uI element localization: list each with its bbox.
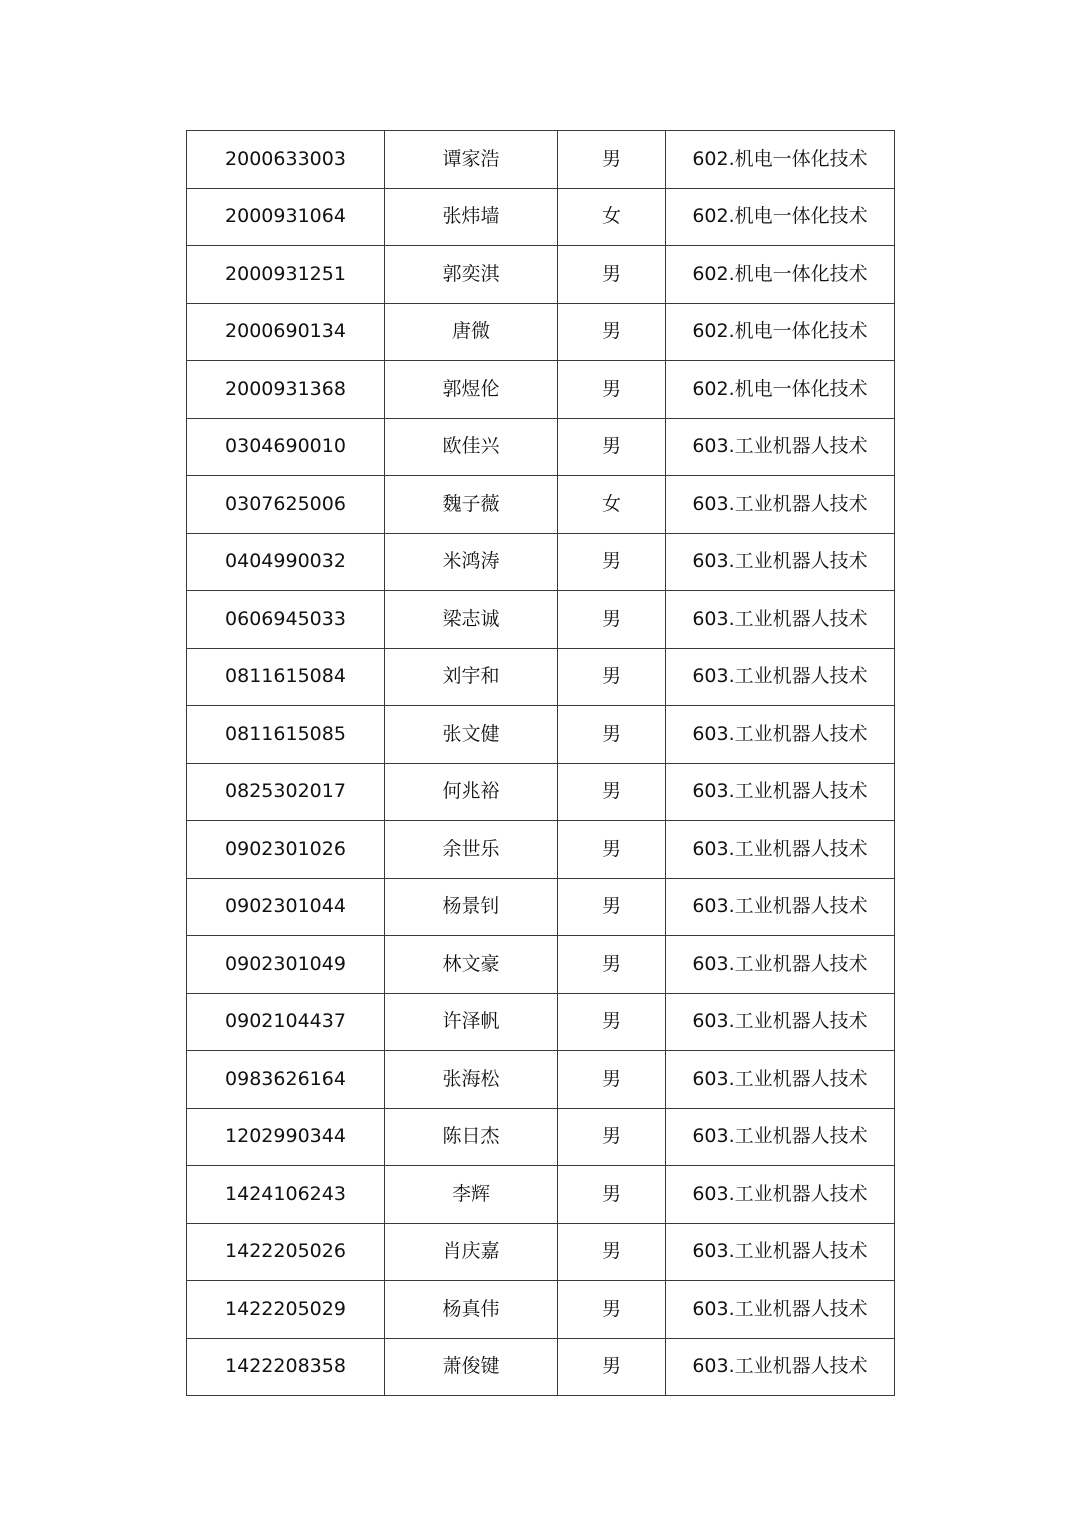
major-cell: 602.机电一体化技术: [666, 188, 895, 246]
student-name-cell: 许泽帆: [385, 993, 558, 1051]
student-name-cell: 余世乐: [385, 821, 558, 879]
gender-cell: 男: [558, 993, 666, 1051]
student-id-cell: 0606945033: [187, 591, 385, 649]
student-id-cell: 2000931368: [187, 361, 385, 419]
gender-cell: 男: [558, 361, 666, 419]
student-name-cell: 魏子薇: [385, 476, 558, 534]
student-name-cell: 林文豪: [385, 936, 558, 994]
student-id-cell: 1422205029: [187, 1281, 385, 1339]
major-cell: 603.工业机器人技术: [666, 1051, 895, 1109]
student-name-cell: 梁志诚: [385, 591, 558, 649]
table-row: [187, 648, 895, 706]
major-cell: 603.工业机器人技术: [666, 533, 895, 591]
major-cell: 603.工业机器人技术: [666, 1166, 895, 1224]
table-row: [187, 303, 895, 361]
student-id-cell: 0825302017: [187, 763, 385, 821]
student-roster-table: [186, 130, 895, 1396]
major-cell: 603.工业机器人技术: [666, 821, 895, 879]
gender-cell: 男: [558, 1051, 666, 1109]
table-row: [187, 1108, 895, 1166]
major-cell: 603.工业机器人技术: [666, 476, 895, 534]
major-cell: 603.工业机器人技术: [666, 763, 895, 821]
gender-cell: 女: [558, 188, 666, 246]
table-row: [187, 476, 895, 534]
student-name-cell: 肖庆嘉: [385, 1223, 558, 1281]
student-name-cell: 杨真伟: [385, 1281, 558, 1339]
gender-cell: 男: [558, 303, 666, 361]
table-row: [187, 821, 895, 879]
student-id-cell: 0404990032: [187, 533, 385, 591]
table-row: [187, 418, 895, 476]
major-cell: 603.工业机器人技术: [666, 1281, 895, 1339]
student-name-cell: 郭奕淇: [385, 246, 558, 304]
table-row: [187, 706, 895, 764]
table-row: [187, 533, 895, 591]
student-name-cell: 郭煜伦: [385, 361, 558, 419]
table-row: [187, 131, 895, 189]
gender-cell: 男: [558, 706, 666, 764]
student-id-cell: 0811615085: [187, 706, 385, 764]
roster-body: [187, 131, 895, 1396]
major-cell: 602.机电一体化技术: [666, 303, 895, 361]
table-row: [187, 878, 895, 936]
gender-cell: 男: [558, 763, 666, 821]
student-id-cell: 1422205026: [187, 1223, 385, 1281]
student-id-cell: 0902301044: [187, 878, 385, 936]
student-name-cell: 米鸿涛: [385, 533, 558, 591]
table-row: [187, 993, 895, 1051]
student-name-cell: 刘宇和: [385, 648, 558, 706]
student-name-cell: 谭家浩: [385, 131, 558, 189]
major-cell: 603.工业机器人技术: [666, 878, 895, 936]
gender-cell: 男: [558, 591, 666, 649]
student-id-cell: 0307625006: [187, 476, 385, 534]
major-cell: 602.机电一体化技术: [666, 131, 895, 189]
student-name-cell: 萧俊键: [385, 1338, 558, 1396]
student-name-cell: 陈日杰: [385, 1108, 558, 1166]
student-id-cell: 0983626164: [187, 1051, 385, 1109]
gender-cell: 男: [558, 936, 666, 994]
student-name-cell: 杨景钊: [385, 878, 558, 936]
gender-cell: 男: [558, 878, 666, 936]
table-row: [187, 1281, 895, 1339]
gender-cell: 男: [558, 418, 666, 476]
major-cell: 603.工业机器人技术: [666, 1108, 895, 1166]
gender-cell: 男: [558, 1166, 666, 1224]
table-row: [187, 1051, 895, 1109]
major-cell: 603.工业机器人技术: [666, 993, 895, 1051]
student-id-cell: 2000690134: [187, 303, 385, 361]
table-row: [187, 1338, 895, 1396]
student-name-cell: 张文健: [385, 706, 558, 764]
gender-cell: 男: [558, 131, 666, 189]
student-id-cell: 2000931064: [187, 188, 385, 246]
table-row: [187, 936, 895, 994]
gender-cell: 男: [558, 1223, 666, 1281]
student-id-cell: 0902301026: [187, 821, 385, 879]
table-row: [187, 188, 895, 246]
table-row: [187, 591, 895, 649]
student-name-cell: 张海松: [385, 1051, 558, 1109]
student-name-cell: 唐微: [385, 303, 558, 361]
student-id-cell: 2000633003: [187, 131, 385, 189]
gender-cell: 女: [558, 476, 666, 534]
gender-cell: 男: [558, 648, 666, 706]
student-name-cell: 李辉: [385, 1166, 558, 1224]
student-id-cell: 1422208358: [187, 1338, 385, 1396]
gender-cell: 男: [558, 246, 666, 304]
student-id-cell: 0304690010: [187, 418, 385, 476]
major-cell: 602.机电一体化技术: [666, 246, 895, 304]
major-cell: 603.工业机器人技术: [666, 706, 895, 764]
student-id-cell: 0811615084: [187, 648, 385, 706]
table-row: [187, 1166, 895, 1224]
gender-cell: 男: [558, 1108, 666, 1166]
major-cell: 603.工业机器人技术: [666, 1338, 895, 1396]
table-row: [187, 361, 895, 419]
student-name-cell: 何兆裕: [385, 763, 558, 821]
major-cell: 603.工业机器人技术: [666, 648, 895, 706]
student-id-cell: 1424106243: [187, 1166, 385, 1224]
student-id-cell: 0902301049: [187, 936, 385, 994]
major-cell: 603.工业机器人技术: [666, 418, 895, 476]
major-cell: 603.工业机器人技术: [666, 591, 895, 649]
table-row: [187, 763, 895, 821]
table-row: [187, 246, 895, 304]
gender-cell: 男: [558, 1281, 666, 1339]
major-cell: 603.工业机器人技术: [666, 1223, 895, 1281]
major-cell: 603.工业机器人技术: [666, 936, 895, 994]
student-id-cell: 2000931251: [187, 246, 385, 304]
student-id-cell: 1202990344: [187, 1108, 385, 1166]
gender-cell: 男: [558, 1338, 666, 1396]
gender-cell: 男: [558, 533, 666, 591]
table-row: [187, 1223, 895, 1281]
student-id-cell: 0902104437: [187, 993, 385, 1051]
student-name-cell: 欧佳兴: [385, 418, 558, 476]
gender-cell: 男: [558, 821, 666, 879]
major-cell: 602.机电一体化技术: [666, 361, 895, 419]
student-name-cell: 张炜墙: [385, 188, 558, 246]
